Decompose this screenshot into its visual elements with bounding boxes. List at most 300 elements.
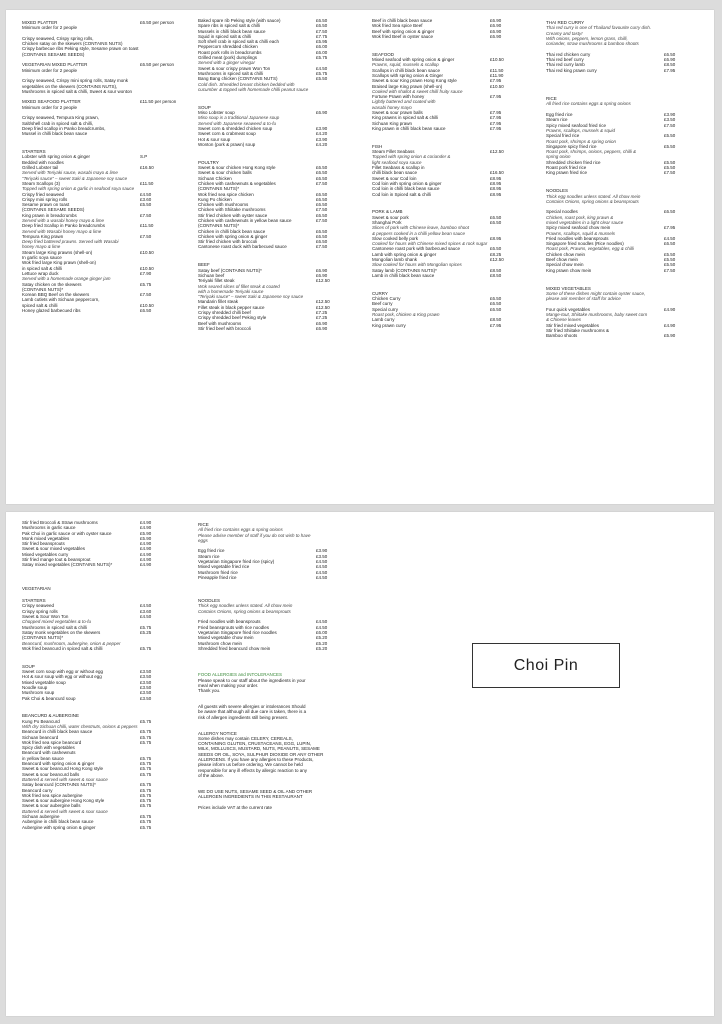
item-name: Chicken with Shiitake mushrooms bbox=[198, 207, 266, 213]
item-name: light seafood soya sauce bbox=[372, 159, 422, 165]
item-price: £8.95 bbox=[490, 235, 502, 241]
item-name: Slices of pork with Chinese leave, bamboo shoot bbox=[372, 225, 470, 231]
item-name: coriander, straw mushrooms & bamboo shoots bbox=[546, 41, 639, 47]
item-name: MIXED VEGETABLES bbox=[546, 285, 591, 291]
item-name: Grilled Lobster tail bbox=[22, 165, 59, 171]
item-price: £6.50 bbox=[490, 246, 502, 252]
item-price: £6.00 bbox=[316, 44, 328, 50]
item-name: Minimum order for 2 people bbox=[22, 104, 78, 110]
item-name: Satay beef (CONTAINS NUTS)* bbox=[198, 267, 262, 273]
item-price: £7.50 bbox=[664, 122, 676, 128]
item-price: £5.75 bbox=[140, 803, 152, 809]
item-price: £6.50 bbox=[316, 18, 328, 23]
item-price: £8.50 bbox=[490, 267, 502, 273]
item-name: MIXED SEAFOOD PLATTER bbox=[22, 99, 81, 105]
item-name: CONTAINING GLUTEN, CRUSTACEANS, EGG, LUPIN, bbox=[198, 741, 312, 747]
spacer bbox=[546, 278, 696, 283]
item-name: ALLERGENS. If you have any allergies to these Products, bbox=[198, 757, 314, 763]
spacer bbox=[198, 97, 348, 102]
item-price: £7.50 bbox=[316, 244, 328, 250]
item-name: Grilled meat (pork) dumplings bbox=[198, 55, 258, 61]
menu-item bbox=[372, 323, 522, 328]
item-name: Fried beansprouts with rice noodles bbox=[198, 624, 270, 630]
item-name: Stir fried beef with broccoli bbox=[198, 325, 251, 331]
item-price: £8.95 bbox=[490, 175, 502, 181]
item-price: £6.00 bbox=[316, 629, 328, 635]
item-name: in yellow bean sauce bbox=[22, 755, 64, 761]
item-price: £6.50 bbox=[490, 306, 502, 312]
item-price: £5.75 bbox=[140, 766, 152, 772]
item-name: Mixed vegetable chow mein bbox=[198, 635, 254, 641]
item-name: Satay beancurd (CONTAINS NUTS)* bbox=[22, 782, 96, 788]
item-price: £6.90 bbox=[490, 18, 502, 23]
item-name: Prawns, squid, mussels & scallop bbox=[372, 62, 439, 68]
item-name: Mushroom soup bbox=[22, 690, 55, 696]
item-price: £5.75 bbox=[140, 729, 152, 735]
item-name: (CONTAINS NUTS)* bbox=[198, 223, 240, 229]
item-name: Honey glazed barbecued ribs bbox=[22, 308, 81, 314]
item-name: Sweet & sour beancurd Hong Kong style bbox=[22, 766, 104, 772]
item-name: Bamboo shoots bbox=[546, 333, 578, 339]
item-name: FISH bbox=[372, 143, 383, 149]
item-price: £16.50 bbox=[140, 165, 154, 171]
item-name: Sweet corn & crabmeat soup bbox=[198, 131, 256, 137]
item-name: Steam rice bbox=[546, 117, 568, 123]
item-name: Some dishes may contain CELERY, CEREALS, bbox=[198, 735, 293, 741]
item-price: £6.90 bbox=[490, 28, 502, 34]
item-name: All fried rice contains eggs & spring onions bbox=[546, 101, 631, 107]
item-price: £6.50 bbox=[316, 191, 328, 197]
item-name: Served with Japanese seaweed & to-fu bbox=[198, 120, 277, 126]
item-name: chilli black bean sauce bbox=[372, 170, 418, 176]
item-price: £16.50 bbox=[490, 170, 504, 176]
item-price: £3.90 bbox=[664, 112, 676, 118]
item-name: Cold dish. Shredded breast chicken bedded with bbox=[198, 81, 295, 87]
item-name: Satay monk vegetables on the skewers bbox=[22, 629, 101, 635]
item-name: Mushrooms in spiced salt & chilli bbox=[22, 624, 88, 630]
item-name: Cooked for hours with Chinese mixed spices & rock sugar bbox=[372, 241, 488, 247]
item-price: £7.50 bbox=[140, 212, 152, 218]
spacer bbox=[372, 202, 522, 207]
item-name: Miso soup is a traditional Japanese soup bbox=[198, 115, 280, 121]
item-price: £5.90 bbox=[664, 333, 676, 339]
item-name: THAI RED CURRY bbox=[546, 20, 585, 25]
item-price: £4.90 bbox=[140, 546, 152, 552]
item-name: Sichuan King prawn bbox=[372, 120, 413, 126]
item-name: Creamy and tasty! bbox=[546, 30, 583, 36]
item-name: Minimum order for 2 people bbox=[22, 67, 78, 73]
item-name: Please advise member of staff if you do not wish to have bbox=[198, 532, 311, 538]
item-price: £4.20 bbox=[316, 141, 328, 147]
item-name: Stir fried chicken with broccoli bbox=[198, 239, 258, 245]
item-name: & Chinese leaves bbox=[546, 317, 582, 323]
item-price: £7.50 bbox=[140, 233, 152, 239]
menu-item bbox=[22, 825, 172, 830]
item-price: £11.50 bbox=[490, 67, 504, 73]
item-price: £11.90 bbox=[490, 72, 504, 78]
item-price: £7.95 bbox=[664, 225, 676, 231]
item-price: £7.95 bbox=[490, 322, 502, 328]
menu-column bbox=[546, 18, 696, 339]
item-name: Chicken Curry bbox=[372, 296, 401, 302]
item-name: Lobster with spring onion & ginger bbox=[22, 154, 91, 160]
item-price: £4.90 bbox=[140, 525, 152, 531]
item-name: Sweet & sour pork bbox=[372, 214, 409, 220]
item-name: Stir fried mixed vegetables bbox=[546, 322, 600, 328]
menu-item bbox=[22, 308, 172, 313]
item-name: Chicken with cashewnuts & vegetables bbox=[198, 180, 276, 186]
item-name: POULTRY bbox=[198, 159, 219, 165]
item-price: £10.50 bbox=[140, 249, 154, 255]
item-price: £12.50 bbox=[490, 149, 504, 155]
item-name: Lightly battered and coated with bbox=[372, 99, 436, 105]
item-price: £12.50 bbox=[490, 257, 504, 263]
item-name: PORK & LAMB bbox=[372, 209, 403, 215]
item-name: Crispy barbecue ribs Peking style, Sesame prawn on toast bbox=[22, 46, 139, 52]
item-name: Spicy mixed seafood fried rice bbox=[546, 122, 607, 128]
item-name: Singapore spicy fried rice bbox=[546, 143, 597, 149]
item-price: £5.90 bbox=[140, 535, 152, 541]
item-name: Teriyaki fillet steak bbox=[198, 278, 235, 284]
item-name: Special noodles bbox=[546, 209, 578, 215]
item-price: £8.50 bbox=[664, 62, 676, 68]
item-price: £5.75 bbox=[140, 761, 152, 767]
spacer bbox=[22, 706, 172, 711]
item-name: Stir fried Broccoli & Straw mushrooms bbox=[22, 520, 98, 525]
item-name: All guests with severe allergies or intolerances Should bbox=[198, 704, 306, 710]
item-name: NOODLES bbox=[546, 188, 569, 194]
item-price: £12.50 bbox=[316, 299, 330, 305]
item-price: £11.50 per person bbox=[140, 99, 177, 105]
item-name: King prawn fried rice bbox=[546, 170, 588, 176]
item-price: £4.90 bbox=[140, 520, 152, 525]
item-price: £5.20 bbox=[316, 645, 328, 651]
item-price: £5.75 bbox=[140, 792, 152, 798]
item-name: Salt/shell crab in spiced salt & chilli, bbox=[22, 120, 94, 126]
item-price: £3.50 bbox=[140, 669, 152, 675]
menu-page-2 bbox=[6, 512, 714, 1016]
item-name: ALLERGY NOTICE bbox=[198, 730, 237, 736]
menu-item bbox=[546, 333, 696, 338]
spacer bbox=[198, 591, 348, 596]
item-name: Served with a ginger vinegar bbox=[198, 60, 256, 66]
item-price: £4.50 bbox=[316, 65, 328, 71]
item-name: (CONTAINS SESAME SEEDS) bbox=[22, 207, 85, 213]
item-name: Sichuan beef bbox=[198, 272, 225, 278]
item-name: Special curry bbox=[372, 306, 399, 312]
menu-column bbox=[22, 520, 172, 830]
item-name: Wonton (pork & prawn) soup bbox=[198, 141, 256, 147]
item-name: WE DO USE NUTS, SESAME SEED & OIL AND OTHER bbox=[198, 788, 313, 794]
item-name: Wok fried sea spice chicken bbox=[198, 191, 254, 197]
item-price: £4.50 bbox=[140, 191, 152, 197]
item-price: £6.90 bbox=[316, 110, 328, 116]
item-price: £4.90 bbox=[664, 322, 676, 328]
item-price: £6.50 bbox=[490, 214, 502, 220]
item-price: £3.50 bbox=[664, 117, 676, 123]
item-name: Wok fried beancurd in spiced salt & chilli bbox=[22, 645, 103, 651]
item-price: £5.20 bbox=[316, 640, 328, 646]
item-price: £6.50 bbox=[316, 233, 328, 239]
item-price: £7.95 bbox=[664, 67, 676, 73]
item-name: wasabi honey mayo bbox=[372, 104, 412, 110]
item-name: Topped with spring onion & garlic in seafood soya sauce bbox=[22, 186, 135, 192]
item-name: (CONTAINS NUTS)* bbox=[22, 286, 64, 292]
item-name: Sweet & sour mixed vegetables bbox=[22, 546, 86, 552]
item-name: Sweet & sour aubergine balls bbox=[22, 803, 81, 809]
item-price: £5.75 bbox=[140, 787, 152, 793]
item-name: With onions, peppers, lemon grass, chilli, bbox=[546, 35, 628, 41]
menu-column bbox=[372, 18, 522, 328]
item-price: £3.90 bbox=[316, 136, 328, 142]
item-name: Cod loin with spring onion & ginger bbox=[372, 180, 442, 186]
item-price: £3.50 bbox=[140, 674, 152, 680]
item-price: £7.50 bbox=[316, 217, 328, 223]
item-name: BEANCURD & AUBERGINE bbox=[22, 713, 80, 719]
item-price: £5.50 bbox=[664, 143, 676, 149]
item-name: Served with a wasabi honey mayo & lime bbox=[22, 217, 105, 223]
item-name: Mongolian lamb shank bbox=[372, 257, 418, 263]
item-price: £6.90 bbox=[316, 267, 328, 273]
item-price: £5.75 bbox=[140, 281, 152, 287]
item-name: Fried noodles with beansprouts bbox=[546, 235, 609, 241]
item-name: Sweet & Sour Won Ton bbox=[22, 614, 69, 620]
item-price: £5.75 bbox=[140, 645, 152, 651]
item-name: Chicken satay on the skewers (CONTAINS NUTS) bbox=[22, 41, 123, 47]
item-price: £5.75 bbox=[316, 55, 328, 61]
item-name: Sweet corn soup with egg or without egg bbox=[22, 669, 104, 675]
item-name: Baked spare rib Peking style (with sauce) bbox=[198, 18, 281, 23]
item-price: £5.50 bbox=[664, 165, 676, 171]
item-name: mixed vegetables in a light clear sauce bbox=[546, 219, 624, 225]
item-price: £4.50 bbox=[140, 614, 152, 620]
item-price: £6.50 bbox=[316, 175, 328, 181]
item-name: Mandarin fillet steak bbox=[198, 299, 239, 305]
item-name: Mushroom chow mein bbox=[198, 640, 243, 646]
item-name: NOODLES bbox=[198, 598, 221, 604]
item-name: Mixed vegetable fried rice bbox=[198, 564, 250, 570]
item-price: £10.50 bbox=[490, 57, 504, 63]
item-name: Mixed vegetable soup bbox=[22, 679, 66, 685]
item-name: Thai red king prawn curry bbox=[546, 67, 597, 73]
item-price: £4.90 bbox=[664, 306, 676, 312]
item-price: £6.50 bbox=[664, 241, 676, 247]
item-price: £7.50 bbox=[316, 180, 328, 186]
item-name: Mussel in chilli black bean sauce bbox=[22, 131, 88, 137]
item-name: Topped with spring onion & coriander & bbox=[372, 154, 451, 160]
item-name: SEEDS OR OIL, SOYA, SULPHUR DIOXIDE OR ANY OTHER bbox=[198, 751, 324, 757]
item-price: £8.25 bbox=[490, 251, 502, 257]
item-name: Deep fried battered prawns. Served with Wasabi bbox=[22, 239, 119, 245]
item-name: (CONTAINS NUTS)* bbox=[22, 635, 64, 641]
spacer bbox=[22, 656, 172, 661]
item-name: & peppers cooked in a chilli yellow bean sauce bbox=[372, 230, 466, 236]
item-name: Special fried rice bbox=[546, 133, 580, 139]
item-name: RICE bbox=[546, 96, 557, 102]
item-name: Beancurd, mushroom, aubergine, onion & pepper bbox=[22, 640, 121, 646]
item-name: Wok fried sea spice beancurd bbox=[22, 739, 82, 745]
item-price: £6.50 per person bbox=[140, 20, 175, 25]
item-name: Prawns, scallops, squid & mussels bbox=[546, 230, 616, 236]
item-name: Satay mixed vegetables (CONTAINS NUTS)* bbox=[22, 562, 113, 568]
item-price: £5.50 bbox=[664, 262, 676, 268]
item-name: Wok fried Beef in oyster sauce bbox=[372, 33, 433, 39]
item-name: Korean BBQ Beef on the skewers bbox=[22, 292, 90, 298]
item-name: Thai red chicken curry bbox=[546, 51, 591, 57]
item-name: Sweet & sour chicken Hong Kong style bbox=[198, 165, 276, 171]
item-name: Peppercorn shredded chicken bbox=[198, 44, 258, 50]
item-name: Thick egg noodles unless stated. All chow mein bbox=[546, 193, 641, 199]
item-price: £4.20 bbox=[316, 131, 328, 137]
item-name: Shredded chicken fried rice bbox=[546, 159, 601, 165]
item-name: Lamb in chilli black bean sauce bbox=[372, 272, 435, 278]
menu-column bbox=[22, 18, 177, 314]
item-name: Beef curry bbox=[372, 301, 393, 307]
item-name: Squid in spiced salt & chilli bbox=[198, 33, 252, 39]
item-name: Lamb with spring onion & ginger bbox=[372, 251, 437, 257]
item-name: Chicken, roast pork, king prawn & bbox=[546, 214, 614, 220]
item-name: SOUP bbox=[198, 104, 211, 110]
item-name: VEGETARIAN MIXED PLATTER bbox=[22, 62, 88, 68]
item-price: £3.50 bbox=[140, 690, 152, 696]
item-name: Chicken chow mein bbox=[546, 251, 586, 257]
item-price: £11.50 bbox=[140, 180, 154, 186]
item-name: Kung Po Beancurd bbox=[22, 718, 60, 724]
item-price: £6.50 per person bbox=[140, 62, 175, 68]
item-price: £4.90 bbox=[140, 551, 152, 557]
item-price: £3.60 bbox=[140, 196, 152, 202]
menu-column bbox=[198, 520, 348, 810]
item-name: Chicken in chilli black bean sauce bbox=[198, 228, 266, 234]
item-price: £5.95 bbox=[316, 39, 328, 45]
item-name: SOUP bbox=[22, 663, 35, 669]
item-name: Scallops with spring onion & Ginger bbox=[372, 72, 444, 78]
item-price: £4.50 bbox=[316, 574, 328, 580]
item-name: Sweet corn & shredded chicken soup bbox=[198, 125, 273, 131]
item-price: £6.50 bbox=[664, 51, 676, 57]
item-name: Wok fried large King prawn (shell-on) bbox=[22, 260, 96, 266]
item-price: £5.75 bbox=[140, 771, 152, 777]
item-name: "Teriyaki sauce" – sweet Saki & Japanese soy sauce bbox=[198, 294, 304, 300]
item-price: £8.50 bbox=[490, 272, 502, 278]
item-price: £10.50 bbox=[140, 302, 154, 308]
item-name: Mixed seafood with spring onion & ginger bbox=[372, 57, 455, 63]
spacer bbox=[372, 44, 522, 49]
item-price: £6.50 bbox=[316, 228, 328, 234]
item-name: Roast pork, Prawns, vegetables, egg & chilli bbox=[546, 246, 634, 252]
item-name: risk of allergen ingredients still being present. bbox=[198, 714, 289, 720]
item-price: £6.50 bbox=[490, 219, 502, 225]
item-name: Sweet & sour chicken balls bbox=[198, 170, 252, 176]
item-name: Spare ribs in spiced salt & chilli bbox=[198, 23, 261, 29]
item-name: Prices include VAT at the current rate bbox=[198, 804, 273, 810]
spacer bbox=[198, 255, 348, 260]
item-name: honey mayo & lime bbox=[22, 244, 61, 250]
item-name: Lettuce wrap duck bbox=[22, 270, 59, 276]
item-name: Battered & served with sweet & sour sauce bbox=[22, 808, 108, 814]
item-name: of the above. bbox=[198, 772, 225, 778]
item-name: cucumber & topped with homemade chilli peanut sauce bbox=[198, 86, 309, 92]
item-price: £6.50 bbox=[316, 212, 328, 218]
item-price: £6.90 bbox=[490, 23, 502, 29]
menu-column bbox=[198, 18, 348, 331]
item-price: £5.75 bbox=[140, 819, 152, 825]
item-name: be aware that although all due care is taken, there is a bbox=[198, 709, 307, 715]
item-price: £7.50 bbox=[664, 267, 676, 273]
item-price: £6.00 bbox=[316, 49, 328, 55]
item-name: Cooked with shallot & sweet chilli fruity sauce bbox=[372, 88, 463, 94]
item-price: £5.50 bbox=[664, 257, 676, 263]
item-price: £7.95 bbox=[490, 115, 502, 121]
item-price: £5.75 bbox=[140, 734, 152, 740]
item-name: Spicy dish with vegetables bbox=[22, 745, 75, 751]
item-price: £8.95 bbox=[490, 186, 502, 192]
item-name: Special chow mein bbox=[546, 262, 584, 268]
item-name: Steam rice bbox=[198, 553, 220, 559]
item-name: Chicken with spring onion & ginger bbox=[198, 233, 268, 239]
item-name: Thank you. bbox=[198, 688, 221, 694]
item-price: £5.75 bbox=[140, 718, 152, 724]
item-name: Egg fried rice bbox=[546, 112, 573, 118]
item-name: Sweet & sour beancurd balls bbox=[22, 771, 80, 777]
item-name: vegetables on the skewers (CONTAINS NUTS), bbox=[22, 83, 118, 89]
item-name: Beancurd with cashewnuts bbox=[22, 750, 76, 756]
item-name: Contains Onions, spring onions & beansprouts bbox=[546, 198, 639, 204]
item-name: Bang Bang chicken (CONTAINS NUTS) bbox=[198, 76, 278, 82]
item-name: Scallops in chilli black bean sauce bbox=[372, 67, 441, 73]
item-name: Pak Choi & beancurd soup bbox=[22, 695, 76, 701]
item-name: Roast pork, chicken & King prawn bbox=[372, 312, 440, 318]
item-name: ALLERGEN INGREDIENTS IN THIS RESTAURANT bbox=[198, 794, 303, 800]
menu-item bbox=[198, 805, 348, 810]
item-name: Steam large King prawns (shell-on) bbox=[22, 249, 93, 255]
item-name: Mushroom fried rice bbox=[198, 569, 238, 575]
item-price: £5.75 bbox=[140, 798, 152, 804]
item-name: Battered & served with sweet & sour sauce bbox=[22, 776, 108, 782]
item-name: STARTERS bbox=[22, 598, 46, 604]
item-price: £6.50 bbox=[490, 296, 502, 302]
spacer bbox=[22, 578, 172, 583]
item-price: £7.95 bbox=[490, 110, 502, 116]
item-name: SEAFOOD bbox=[372, 51, 395, 57]
item-price: £6.50 bbox=[316, 170, 328, 176]
item-name: Vegetarian Singapore fried rice noodles bbox=[198, 629, 277, 635]
item-price: £6.50 bbox=[664, 209, 676, 215]
item-name: Beef in chilli black bean sauce bbox=[372, 18, 433, 23]
item-price: £3.50 bbox=[316, 553, 328, 559]
item-name: meal when making your order. bbox=[198, 682, 259, 688]
item-price: £5.75 bbox=[140, 824, 152, 830]
item-price: £6.50 bbox=[490, 301, 502, 307]
item-price: £6.90 bbox=[664, 57, 676, 63]
item-name: Sweet & sour King prawn Hong Kong style bbox=[372, 78, 457, 84]
item-price: £5.50 bbox=[664, 251, 676, 257]
item-name: Soft shell crab in spiced salt & chilli each bbox=[198, 39, 280, 45]
item-name: Served with Wasabi honey mayo & lime bbox=[22, 228, 102, 234]
item-name: Minimum order for 2 people bbox=[22, 25, 78, 31]
item-name: Mange-tout, Shiitake mushrooms, baby sweet corn bbox=[546, 312, 648, 318]
item-name: Monk mixed vegetables bbox=[22, 535, 70, 541]
spacer bbox=[22, 591, 172, 596]
item-name: Slow cooked for hours with Mongolian spices bbox=[372, 262, 462, 268]
item-name: (CONTAINS SESAME SEEDS) bbox=[22, 51, 85, 57]
item-price: £6.90 bbox=[316, 320, 328, 326]
item-name: Satay chicken on the skewers bbox=[22, 281, 82, 287]
spacer bbox=[372, 284, 522, 289]
item-price: £7.95 bbox=[490, 120, 502, 126]
item-name: BEEF bbox=[198, 262, 210, 268]
item-price: £4.50 bbox=[316, 559, 328, 565]
